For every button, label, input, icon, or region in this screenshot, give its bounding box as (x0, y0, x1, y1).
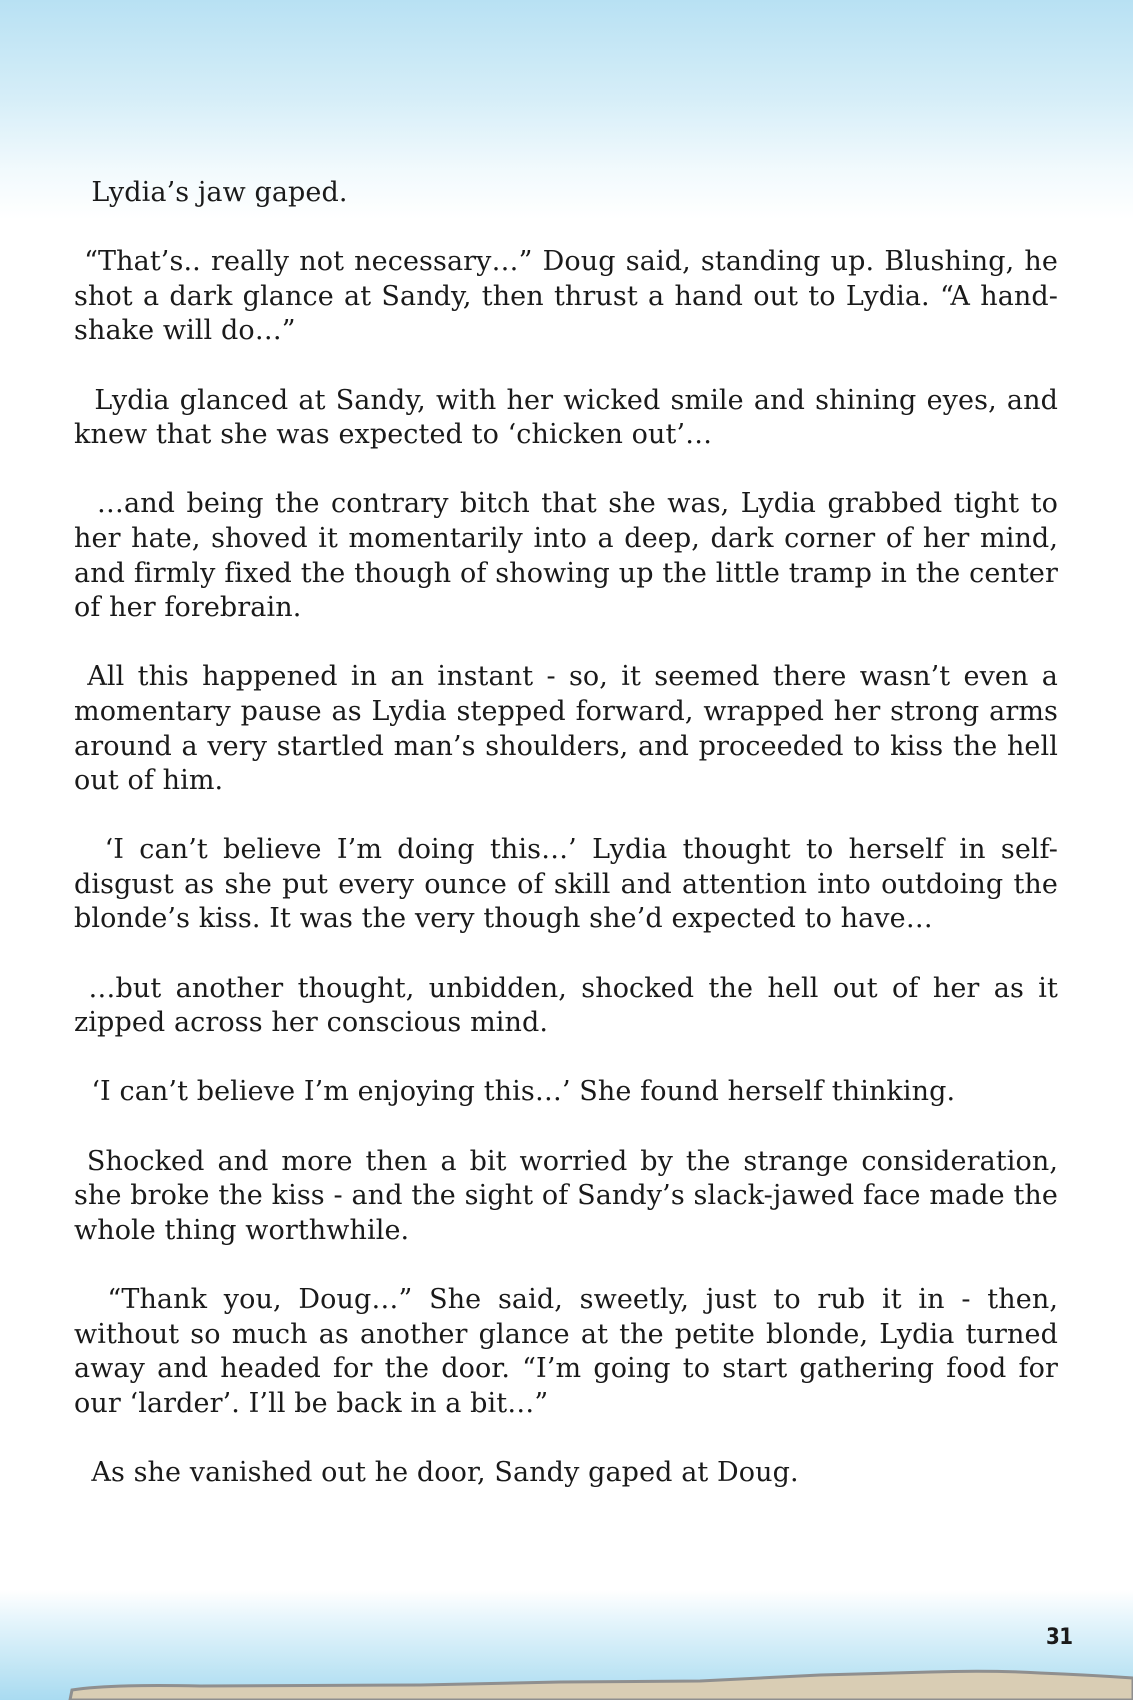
sand-shape (70, 1671, 1133, 1700)
paragraph: As she vanished out he door, Sandy gaped at Doug. (74, 1456, 799, 1488)
story-text (74, 176, 1058, 1491)
paragraph: …but another thought, unbidden, shocked the hell out of her as it zipped across her conscious mind. (74, 972, 1058, 1039)
paragraph: All this happened in an instant - so, it seemed there wasn’t even a momentary pause as Lydia stepped forward, wrapped her strong arms around a very startled man’s shoulders, and proceeded to kiss the hell out of him. (74, 661, 1058, 797)
paragraph: ‘I can’t believe I’m doing this…’ Lydia thought to herself in self-disgust as she put every ounce of skill and attention into outdoing the blonde’s kiss. It was the very though she’d expected to have… (74, 834, 1058, 935)
sand-strip-illustration (0, 1640, 1133, 1700)
page-number: 31 (1046, 1625, 1073, 1650)
paragraph: Lydia glanced at Sandy, with her wicked smile and shining eyes, and knew that she was expected to ‘chicken out’… (74, 384, 1058, 451)
paragraph: Shocked and more then a bit worried by the strange consideration, she broke the kiss - and the sight of Sandy’s slack-jawed face made the whole thing worthwhile. (74, 1145, 1058, 1246)
paragraph: …and being the contrary bitch that she was, Lydia grabbed tight to her hate, shoved it momentarily into a deep, dark corner of her mind, and firmly fixed the though of showing up the little tramp in the center of her forebrain. (74, 488, 1058, 624)
paragraph: ‘I can’t believe I’m enjoying this…’ She found herself thinking. (74, 1076, 956, 1108)
paragraph: “Thank you, Doug…” She said, sweetly, just to rub it in - then, without so much as another glance at the petite blonde, Lydia turned away and headed for the door. “I’m going to start gathering food for our ‘larder’. I’ll be back in a bit…” (74, 1284, 1058, 1419)
paragraph: “That’s.. really not necessary…” Doug said, standing up. Blushing, he shot a dark glance at Sandy, then thrust a hand out to Lydia. “A hand-shake will do…” (74, 246, 1058, 347)
paragraph: Lydia’s jaw gaped. (74, 177, 348, 208)
